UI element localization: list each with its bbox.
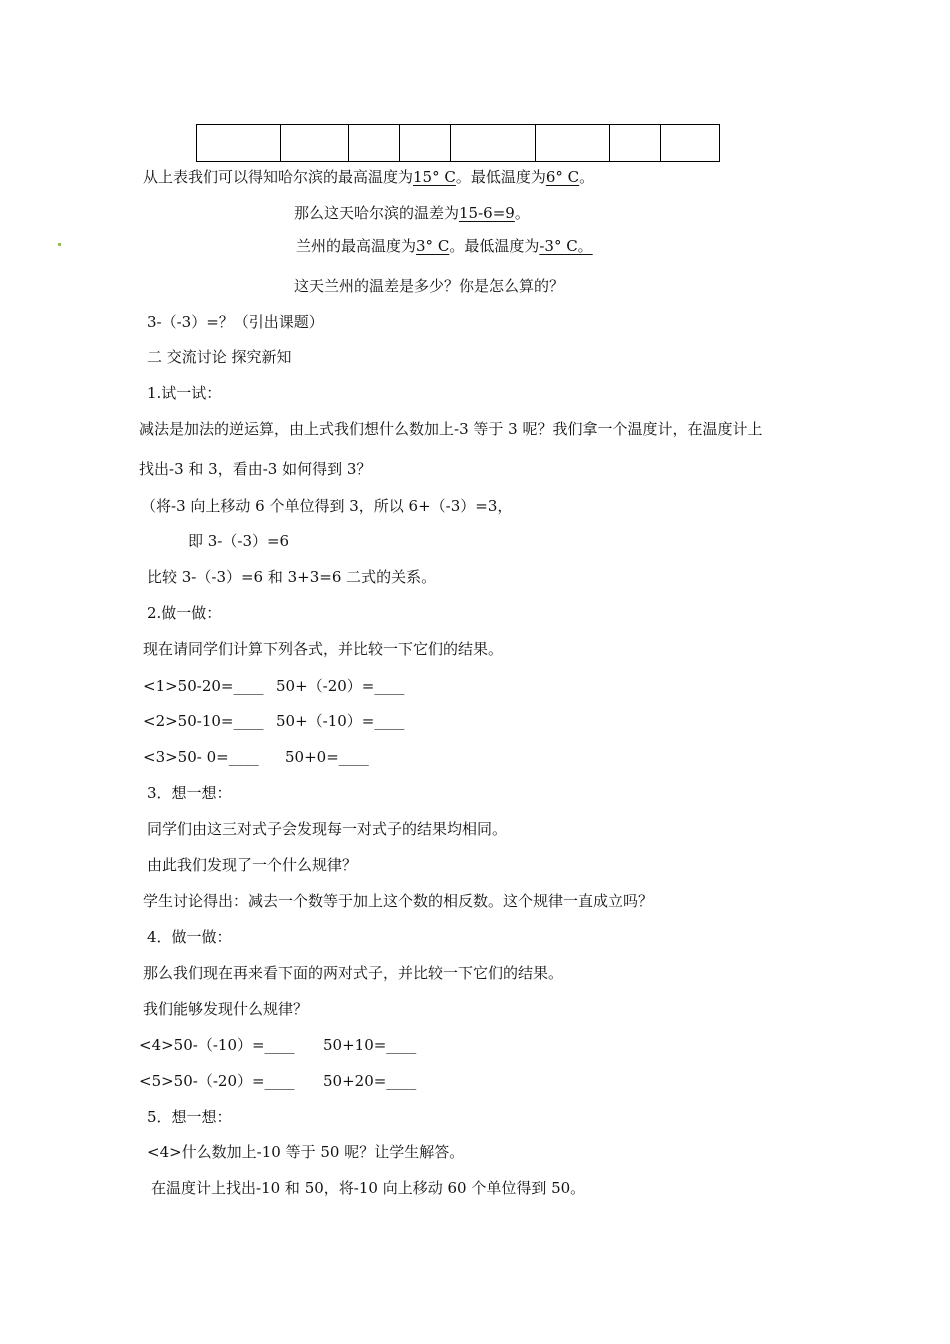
paragraph: 比较 3-（-3）=6 和 3+3=6 二式的关系。 (147, 568, 437, 586)
temperature-table (196, 124, 720, 162)
table-row (197, 125, 720, 162)
exercise-3: <3>50- 0=____ (143, 748, 259, 766)
text: 从上表我们可以得知哈尔滨的最高温度为 (143, 168, 414, 186)
harbin-min-temp: 6° C (545, 168, 580, 186)
section-heading: 二 交流讨论 探究新知 (147, 348, 292, 366)
harbin-diff-line (294, 203, 530, 223)
exercise-2-pair: 50+（-10）=____ (276, 712, 405, 730)
exercise-5: <5>50-（-20）=____ (139, 1072, 295, 1090)
text: 。 (579, 168, 595, 186)
text: 。最低温度为 (449, 237, 540, 255)
subheading: 4．做一做： (147, 928, 232, 946)
exercise-3-pair: 50+0=____ (285, 748, 369, 766)
paragraph: 在温度计上找出-10 和 50，将-10 向上移动 60 个单位得到 50。 (151, 1179, 586, 1197)
table-cell (451, 125, 536, 162)
text: 兰州的最高温度为 (296, 237, 417, 255)
subheading: 5．想一想： (147, 1108, 232, 1126)
paragraph: 即 3-（-3）=6 (188, 532, 290, 550)
paragraph: 我们能够发现什么规律？ (143, 1000, 309, 1018)
lanzhou-min-temp: -3° C。 (539, 237, 593, 255)
table-cell (400, 125, 451, 162)
table-cell (197, 125, 281, 162)
paragraph: 3-（-3）=？（引出课题） (147, 313, 324, 331)
paragraph: 学生讨论得出：减去一个数等于加上这个数的相反数。这个规律一直成立吗？ (143, 892, 654, 910)
text: 。最低温度为 (455, 168, 546, 186)
paragraph: 同学们由这三对式子会发现每一对式子的结果均相同。 (147, 820, 508, 838)
paragraph: （将-3 向上移动 6 个单位得到 3，所以 6+（-3）=3， (141, 497, 513, 515)
paragraph: 减法是加法的逆运算，由上式我们想什么数加上-3 等于 3 呢？我们拿一个温度计，在温度计上 (139, 420, 763, 438)
harbin-diff-formula: 15-6=9 (459, 204, 515, 222)
paragraph: 这天兰州的温差是多少？你是怎么算的？ (294, 277, 565, 295)
lanzhou-max-temp: 3° C (416, 237, 450, 255)
exercise-1: <1>50-20=____ (143, 677, 264, 695)
subheading: 2.做一做： (147, 604, 222, 622)
decorative-dot (58, 243, 61, 246)
harbin-max-min-line (143, 167, 594, 187)
table-cell (661, 125, 720, 162)
subheading: 1.试一试： (147, 384, 222, 402)
exercise-4-pair: 50+10=____ (323, 1036, 417, 1054)
paragraph: 由此我们发现了一个什么规律？ (147, 856, 358, 874)
paragraph: <4>什么数加上-10 等于 50 呢？让学生解答。 (147, 1143, 465, 1161)
exercise-5-pair: 50+20=____ (323, 1072, 417, 1090)
table-cell (610, 125, 661, 162)
lanzhou-max-min-line (296, 236, 593, 256)
exercise-4: <4>50-（-10）=____ (139, 1036, 295, 1054)
exercise-2: <2>50-10=____ (143, 712, 264, 730)
text: 那么这天哈尔滨的温差为 (294, 204, 460, 222)
paragraph: 那么我们现在再来看下面的两对式子，并比较一下它们的结果。 (143, 964, 564, 982)
exercise-1-pair: 50+（-20）=____ (276, 677, 405, 695)
text: 。 (514, 204, 530, 222)
table-cell (349, 125, 400, 162)
harbin-max-temp: 15° C (413, 168, 456, 186)
paragraph: 现在请同学们计算下列各式，并比较一下它们的结果。 (143, 640, 504, 658)
table-cell (536, 125, 610, 162)
paragraph: 找出-3 和 3，看由-3 如何得到 3？ (139, 460, 372, 478)
table-cell (281, 125, 349, 162)
subheading: 3．想一想： (147, 784, 232, 802)
